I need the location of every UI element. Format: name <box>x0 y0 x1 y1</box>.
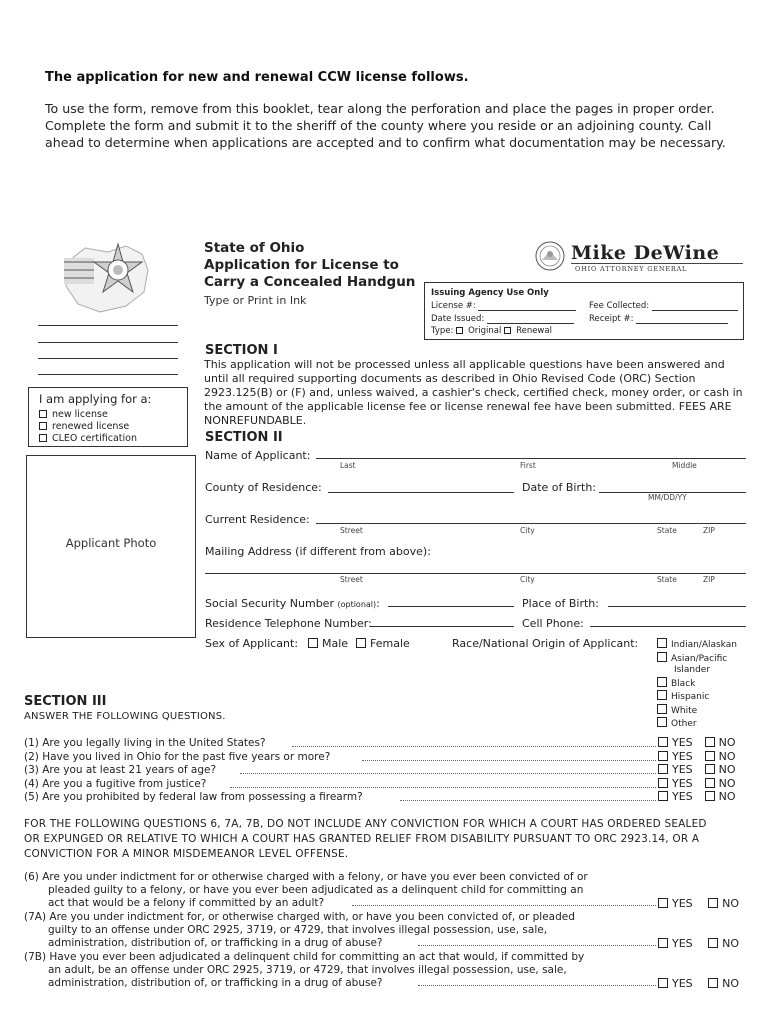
q6-answer <box>658 897 739 910</box>
checkbox[interactable] <box>705 764 715 774</box>
intro-body: To use the form, remove from this booklet, tear along the perforation and place the pages in proper order. Complete the form and submit it to the sheriff of the county where you reside or an adjoining county. Call ahead to determine when applications are accepted and to confirm what documentation may be necessary. <box>45 101 726 150</box>
checkbox[interactable] <box>705 791 715 801</box>
question-4: (4) Are you a fugitive from justice? <box>24 777 207 790</box>
q2-answer <box>658 750 736 763</box>
checkbox[interactable] <box>705 737 715 747</box>
q3-answer <box>658 763 736 776</box>
license-number-field[interactable]: License #: <box>431 301 576 311</box>
q1-yes[interactable]: YES <box>658 736 693 749</box>
receipt-number-field[interactable]: Receipt #: <box>589 314 728 324</box>
q5-answer <box>658 790 736 803</box>
option-new-license[interactable]: new license <box>39 409 108 420</box>
option-female[interactable]: Female <box>356 637 410 650</box>
race-label: Race/National Origin of Applicant: <box>452 637 639 650</box>
applicant-name-field[interactable] <box>316 458 746 459</box>
q3-no[interactable]: NO <box>705 763 736 776</box>
ag-title: OHIO ATTORNEY GENERAL <box>575 265 688 273</box>
checkbox[interactable] <box>657 717 667 727</box>
q6-no[interactable]: NO <box>708 897 739 910</box>
option-renewed-license[interactable]: renewed license <box>39 421 129 432</box>
question-7a: (7A) Are you under indictment for, or otherwise charged with, or have you been convicted of, or pleaded guilty to an offense under ORC 2925, 3719, or 4729, that involves illegal possession, use, sale, administration, distribution of, or trafficking in a drug of abuse? <box>24 911 575 949</box>
checkbox[interactable] <box>705 751 715 761</box>
date-issued-field[interactable]: Date Issued: <box>431 314 574 324</box>
form-subtitle: Type or Print in Ink <box>204 294 307 307</box>
section-3-heading: SECTION III <box>24 694 107 709</box>
applying-for-title: I am applying for a: <box>39 392 152 406</box>
sex-label: Sex of Applicant: <box>205 637 299 650</box>
option-cleo-certification[interactable]: CLEO certification <box>39 433 137 444</box>
checkbox[interactable] <box>356 638 366 648</box>
q7b-no[interactable]: NO <box>708 977 739 990</box>
option-white[interactable]: White <box>657 704 737 718</box>
phone-label: Residence Telephone Number: <box>205 617 372 630</box>
applying-for-box <box>28 387 188 447</box>
county-label: County of Residence: <box>205 481 322 494</box>
q2-no[interactable]: NO <box>705 750 736 763</box>
mailing-label: Mailing Address (if different from above): <box>205 545 431 558</box>
conviction-notice: FOR THE FOLLOWING QUESTIONS 6, 7A, 7B, DO NOT INCLUDE ANY CONVICTION FOR WHICH A COURT HAS ORDERED SEALED OR EXPUNGED OR RELATIVE TO WHICH A COURT HAS GRANTED RELIEF FROM DISABILITY PURSUANT TO ORC 2923.14, OR A CONVICTION FOR A MINOR MISDEMEANOR LEVEL OFFENSE. <box>24 818 707 860</box>
checkbox-renewal[interactable] <box>504 327 511 334</box>
checkbox[interactable] <box>658 764 668 774</box>
checkbox[interactable] <box>708 898 718 908</box>
section-1-body: This application will not be processed unless all applicable questions have been answered and until all required supporting documents as described in Ohio Revised Code (ORC) Section 2923.125(B) or (F) and, unless waived, a cashier's check, certified check, money order, or cash in the amount of the applicable license fee or license renewal fee have been submitted. FEES ARE NONREFUNDABLE. <box>204 358 743 427</box>
section-1-heading: SECTION I <box>205 343 278 358</box>
checkbox[interactable] <box>658 791 668 801</box>
checkbox-original[interactable] <box>456 327 463 334</box>
county-field[interactable] <box>328 492 514 493</box>
q5-no[interactable]: NO <box>705 790 736 803</box>
checkbox[interactable] <box>657 690 667 700</box>
q7a-yes[interactable]: YES <box>658 937 693 950</box>
ag-seal-icon <box>535 241 565 271</box>
question-3: (3) Are you at least 21 years of age? <box>24 764 217 776</box>
section-3-subheading: ANSWER THE FOLLOWING QUESTIONS. <box>24 711 226 722</box>
left-blank-line <box>38 358 178 359</box>
residence-field[interactable] <box>316 523 746 524</box>
ohio-seal-graphic <box>30 240 180 318</box>
left-blank-line <box>38 374 178 375</box>
q1-answer <box>658 736 736 749</box>
q4-yes[interactable]: YES <box>658 777 693 790</box>
q5-yes[interactable]: YES <box>658 790 693 803</box>
q2-yes[interactable]: YES <box>658 750 693 763</box>
place-of-birth-field[interactable] <box>608 606 746 607</box>
race-options: Indian/Alaskan Asian/Pacific Islander Black Hispanic White Other <box>657 638 737 731</box>
option-male[interactable]: Male <box>308 637 348 650</box>
q3-yes[interactable]: YES <box>658 763 693 776</box>
cell-label: Cell Phone: <box>522 617 584 630</box>
q7a-no[interactable]: NO <box>708 937 739 950</box>
checkbox[interactable] <box>39 434 47 442</box>
dob-label: Date of Birth: <box>522 481 597 494</box>
checkbox[interactable] <box>658 978 668 988</box>
ssn-label: Social Security Number (optional): <box>205 597 380 610</box>
checkbox[interactable] <box>39 422 47 430</box>
form-title: State of Ohio Application for License to Carry a Concealed Handgun <box>204 240 416 290</box>
ssn-field[interactable] <box>388 606 514 607</box>
checkbox[interactable] <box>657 638 667 648</box>
q7a-answer <box>658 937 739 950</box>
checkbox[interactable] <box>708 978 718 988</box>
question-6: (6) Are you under indictment for or otherwise charged with a felony, or have you ever been convicted of or pleaded guilty to a felony, or have you ever been adjudicated as a delinquent child for committing an act that would be a felony if committed by an adult? <box>24 871 588 909</box>
attorney-general-logo <box>535 238 745 276</box>
option-asian-pacific[interactable]: Asian/Pacific <box>657 652 737 666</box>
place-of-birth-label: Place of Birth: <box>522 597 599 610</box>
agency-title: Issuing Agency Use Only <box>431 288 549 298</box>
left-blank-line <box>38 325 178 326</box>
option-black[interactable]: Black <box>657 677 737 691</box>
applicant-photo-box <box>26 455 196 638</box>
checkbox[interactable] <box>658 778 668 788</box>
q7b-answer <box>658 977 739 990</box>
section-2-heading: SECTION II <box>205 430 283 445</box>
fee-collected-field[interactable]: Fee Collected: <box>589 301 738 311</box>
question-2: (2) Have you lived in Ohio for the past five years or more? <box>24 750 331 763</box>
option-indian-alaskan[interactable]: Indian/Alaskan <box>657 638 737 652</box>
checkbox[interactable] <box>657 677 667 687</box>
checkbox[interactable] <box>308 638 318 648</box>
ag-name: Mike DeWine <box>571 242 720 264</box>
checkbox[interactable] <box>658 751 668 761</box>
option-other[interactable]: Other <box>657 717 737 731</box>
checkbox[interactable] <box>657 652 667 662</box>
checkbox[interactable] <box>658 737 668 747</box>
question-7b: (7B) Have you ever been adjudicated a delinquent child for committing an act that would, if committed by an adult, be an offense under ORC 2925, 3719, or 4729, that involves illegal possession, use, sale, administration, distribution of, or trafficking in a drug of abuse? <box>24 951 585 989</box>
q6-yes[interactable]: YES <box>658 897 693 910</box>
q4-answer <box>658 777 736 790</box>
checkbox[interactable] <box>39 410 47 418</box>
intro-title: The application for new and renewal CCW license follows. <box>45 70 469 85</box>
q7b-yes[interactable]: YES <box>658 977 693 990</box>
question-5: (5) Are you prohibited by federal law from possessing a firearm? <box>24 791 363 803</box>
license-type-row: Type: Original Renewal <box>431 326 552 336</box>
checkbox[interactable] <box>658 898 668 908</box>
phone-field[interactable] <box>370 626 514 627</box>
question-1: (1) Are you legally living in the United States? <box>24 737 266 749</box>
issuing-agency-box <box>424 282 744 340</box>
checkbox[interactable] <box>705 778 715 788</box>
applicant-name-label: Name of Applicant: <box>205 449 311 462</box>
residence-label: Current Residence: <box>205 513 310 526</box>
q4-no[interactable]: NO <box>705 777 736 790</box>
q1-no[interactable]: NO <box>705 736 736 749</box>
checkbox[interactable] <box>658 938 668 948</box>
checkbox[interactable] <box>708 938 718 948</box>
mailing-field[interactable] <box>205 573 746 574</box>
checkbox[interactable] <box>657 704 667 714</box>
left-blank-line <box>38 342 178 343</box>
cell-field[interactable] <box>590 626 746 627</box>
option-hispanic[interactable]: Hispanic <box>657 690 737 704</box>
applicant-photo-label: Applicant Photo <box>65 536 157 550</box>
